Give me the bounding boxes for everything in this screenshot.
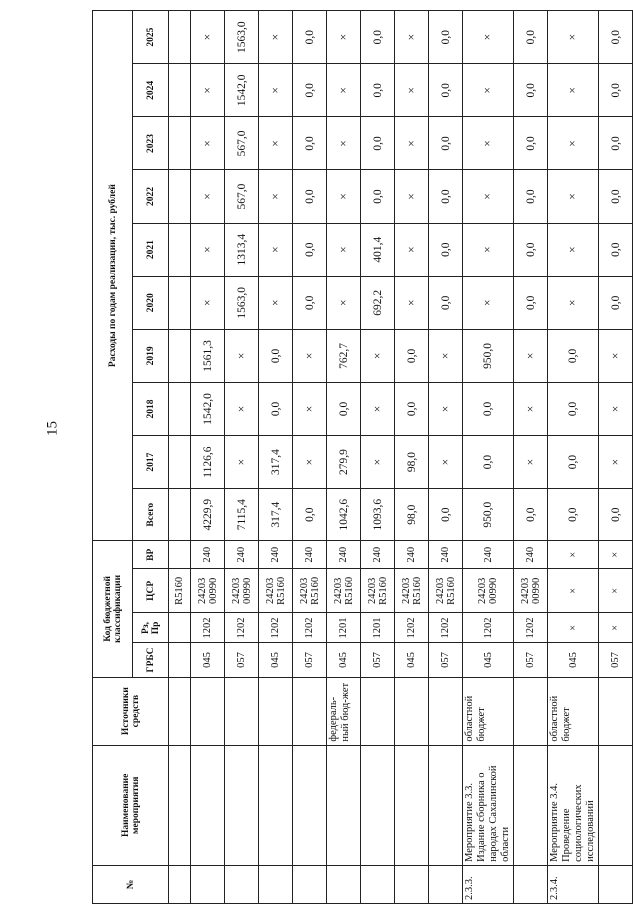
- year-value: [169, 223, 191, 276]
- year-value: ×: [463, 223, 514, 276]
- year-value: 0,0: [293, 11, 327, 64]
- year-value: 0,0: [361, 64, 395, 117]
- year-value: ×: [548, 223, 599, 276]
- year-value: ×: [395, 170, 429, 223]
- funding-source: [259, 677, 293, 745]
- table-row: [599, 11, 633, 904]
- year-value: ×: [259, 170, 293, 223]
- measure-name: [191, 745, 225, 865]
- col-total-header: Всего: [133, 489, 169, 541]
- measure-name: [169, 745, 191, 865]
- year-value: 0,0: [361, 11, 395, 64]
- year-value: 0,0: [395, 329, 429, 382]
- year-value: ×: [429, 436, 463, 489]
- year-value: ×: [327, 223, 361, 276]
- funding-source: [395, 677, 429, 745]
- table-row: [259, 11, 293, 904]
- col-csr-header: ЦСР: [133, 569, 169, 613]
- year-value: ×: [548, 11, 599, 64]
- year-value: ×: [259, 117, 293, 170]
- year-value: 762,7: [327, 329, 361, 382]
- year-value: [169, 64, 191, 117]
- year-value: ×: [548, 170, 599, 223]
- funding-source: [191, 677, 225, 745]
- budget-table-wrapper: [92, 10, 622, 904]
- year-value: 401,4: [361, 223, 395, 276]
- row-number: [327, 865, 361, 903]
- table-row: [191, 11, 225, 904]
- year-value: ×: [361, 436, 395, 489]
- year-value: [169, 117, 191, 170]
- year-value: 0,0: [599, 223, 633, 276]
- year-value: 1542,0: [191, 382, 225, 435]
- grbs-code: 045: [548, 643, 599, 677]
- table-row: [225, 11, 259, 904]
- table-row: [327, 11, 361, 904]
- total-value: 317,4: [259, 489, 293, 541]
- row-number: [191, 865, 225, 903]
- year-value: ×: [429, 329, 463, 382]
- year-value: ×: [191, 276, 225, 329]
- budget-table: [92, 10, 633, 904]
- vr-code: 240: [514, 541, 548, 569]
- grbs-code: 045: [259, 643, 293, 677]
- row-number: [361, 865, 395, 903]
- rzpr-code: 1202: [259, 613, 293, 643]
- total-value: 950,0: [463, 489, 514, 541]
- csr-code: ×: [548, 569, 599, 613]
- funding-source: [361, 677, 395, 745]
- year-value: 567,0: [225, 117, 259, 170]
- year-value: 0,0: [514, 117, 548, 170]
- year-value: ×: [327, 117, 361, 170]
- year-value: ×: [395, 276, 429, 329]
- col-source-header: Источники средств: [93, 677, 169, 745]
- funding-source: [293, 677, 327, 745]
- year-value: ×: [225, 329, 259, 382]
- year-value: ×: [429, 382, 463, 435]
- col-year-header: 2017: [133, 436, 169, 489]
- row-number: [169, 865, 191, 903]
- col-year-header: 2025: [133, 11, 169, 64]
- grbs-code: 045: [395, 643, 429, 677]
- year-value: 0,0: [293, 276, 327, 329]
- year-value: 0,0: [599, 170, 633, 223]
- vr-code: 240: [395, 541, 429, 569]
- vr-code: [169, 541, 191, 569]
- table-row: [293, 11, 327, 904]
- year-value: 0,0: [293, 117, 327, 170]
- year-value: ×: [599, 382, 633, 435]
- row-number: 2.3.4.: [548, 865, 599, 903]
- year-value: ×: [293, 382, 327, 435]
- year-value: [169, 276, 191, 329]
- row-number: [225, 865, 259, 903]
- year-value: [169, 436, 191, 489]
- rzpr-code: 1201: [361, 613, 395, 643]
- rzpr-code: 1202: [395, 613, 429, 643]
- col-budget-code-header: Код бюджетной классификации: [93, 541, 133, 677]
- table-row: [169, 11, 191, 904]
- grbs-code: 045: [463, 643, 514, 677]
- total-value: 0,0: [599, 489, 633, 541]
- table-row: [463, 11, 514, 904]
- col-expenses-header: Расходы по годам реализации, тыс. рублей: [93, 11, 133, 541]
- year-value: ×: [548, 276, 599, 329]
- year-value: 0,0: [429, 223, 463, 276]
- total-value: 1093,6: [361, 489, 395, 541]
- total-value: 98,0: [395, 489, 429, 541]
- row-number: [599, 865, 633, 903]
- csr-code: 24203 R5160: [293, 569, 327, 613]
- row-number: [429, 865, 463, 903]
- rzpr-code: 1202: [191, 613, 225, 643]
- funding-source: областной бюджет: [548, 677, 599, 745]
- col-year-header: 2021: [133, 223, 169, 276]
- year-value: 0,0: [429, 276, 463, 329]
- year-value: ×: [463, 117, 514, 170]
- csr-code: 24203 00990: [463, 569, 514, 613]
- year-value: 0,0: [293, 64, 327, 117]
- vr-code: 240: [225, 541, 259, 569]
- year-value: 0,0: [259, 382, 293, 435]
- rzpr-code: 1202: [225, 613, 259, 643]
- year-value: ×: [514, 382, 548, 435]
- vr-code: 240: [191, 541, 225, 569]
- funding-source: [599, 677, 633, 745]
- rzpr-code: 1202: [463, 613, 514, 643]
- grbs-code: 057: [514, 643, 548, 677]
- measure-name: [259, 745, 293, 865]
- rzpr-code: 1202: [429, 613, 463, 643]
- year-value: 0,0: [463, 436, 514, 489]
- year-value: 0,0: [548, 329, 599, 382]
- row-number: [293, 865, 327, 903]
- year-value: 1542,0: [225, 64, 259, 117]
- year-value: ×: [514, 436, 548, 489]
- year-value: 0,0: [395, 382, 429, 435]
- year-value: ×: [225, 436, 259, 489]
- year-value: 1563,0: [225, 11, 259, 64]
- year-value: ×: [191, 11, 225, 64]
- vr-code: 240: [361, 541, 395, 569]
- year-value: 0,0: [429, 170, 463, 223]
- year-value: ×: [463, 11, 514, 64]
- table-row: [548, 11, 599, 904]
- total-value: 4229,9: [191, 489, 225, 541]
- col-year-header: 2018: [133, 382, 169, 435]
- col-name-header: Наименование мероприятия: [93, 745, 169, 865]
- year-value: [169, 382, 191, 435]
- year-value: 0,0: [429, 64, 463, 117]
- year-value: [169, 329, 191, 382]
- table-body: [169, 11, 633, 904]
- csr-code: 24203 00990: [225, 569, 259, 613]
- total-value: 0,0: [548, 489, 599, 541]
- year-value: 1126,6: [191, 436, 225, 489]
- measure-name: Мероприятие 3.4. Проведение социологических исследований: [548, 745, 599, 865]
- funding-source: [225, 677, 259, 745]
- year-value: 0,0: [548, 436, 599, 489]
- year-value: ×: [293, 329, 327, 382]
- measure-name: [599, 745, 633, 865]
- year-value: ×: [191, 223, 225, 276]
- year-value: [169, 11, 191, 64]
- year-value: ×: [327, 11, 361, 64]
- year-value: 0,0: [293, 170, 327, 223]
- measure-name: [293, 745, 327, 865]
- year-value: ×: [259, 276, 293, 329]
- table-row: [429, 11, 463, 904]
- table-row: [514, 11, 548, 904]
- vr-code: ×: [548, 541, 599, 569]
- row-number: [259, 865, 293, 903]
- grbs-code: 057: [361, 643, 395, 677]
- year-value: 0,0: [514, 11, 548, 64]
- year-value: 0,0: [259, 329, 293, 382]
- year-value: ×: [327, 276, 361, 329]
- csr-code: R5160: [169, 569, 191, 613]
- grbs-code: 057: [599, 643, 633, 677]
- vr-code: ×: [599, 541, 633, 569]
- measure-name: [514, 745, 548, 865]
- year-value: 692,2: [361, 276, 395, 329]
- funding-source: [169, 677, 191, 745]
- year-value: ×: [259, 223, 293, 276]
- year-value: ×: [599, 436, 633, 489]
- year-value: 0,0: [361, 170, 395, 223]
- total-value: 1042,6: [327, 489, 361, 541]
- year-value: 567,0: [225, 170, 259, 223]
- grbs-code: 045: [191, 643, 225, 677]
- page-number: 15: [44, 421, 61, 436]
- rzpr-code: ×: [599, 613, 633, 643]
- col-vr-header: ВР: [133, 541, 169, 569]
- col-rzpr-header: Рз, Пр: [133, 613, 169, 643]
- year-value: 0,0: [514, 276, 548, 329]
- rzpr-code: 1201: [327, 613, 361, 643]
- year-value: ×: [599, 329, 633, 382]
- vr-code: 240: [429, 541, 463, 569]
- row-number: 2.3.3.: [463, 865, 514, 903]
- year-value: 0,0: [327, 382, 361, 435]
- total-value: 0,0: [429, 489, 463, 541]
- year-value: 950,0: [463, 329, 514, 382]
- year-value: ×: [548, 64, 599, 117]
- col-year-header: 2022: [133, 170, 169, 223]
- year-value: ×: [463, 64, 514, 117]
- year-value: ×: [293, 436, 327, 489]
- year-value: ×: [361, 329, 395, 382]
- year-value: 0,0: [514, 223, 548, 276]
- year-value: ×: [395, 11, 429, 64]
- year-value: 0,0: [293, 223, 327, 276]
- year-value: ×: [225, 382, 259, 435]
- table-row: [361, 11, 395, 904]
- measure-name: [429, 745, 463, 865]
- year-value: ×: [395, 223, 429, 276]
- col-year-header: 2023: [133, 117, 169, 170]
- year-value: 0,0: [599, 11, 633, 64]
- csr-code: 24203 R5160: [327, 569, 361, 613]
- vr-code: 240: [259, 541, 293, 569]
- rzpr-code: ×: [548, 613, 599, 643]
- year-value: 317,4: [259, 436, 293, 489]
- grbs-code: 057: [225, 643, 259, 677]
- year-value: 1563,0: [225, 276, 259, 329]
- measure-name: [361, 745, 395, 865]
- total-value: 7115,4: [225, 489, 259, 541]
- year-value: 98,0: [395, 436, 429, 489]
- csr-code: 24203 R5160: [259, 569, 293, 613]
- year-value: 0,0: [429, 117, 463, 170]
- measure-name: [395, 745, 429, 865]
- measure-name: [327, 745, 361, 865]
- csr-code: 24203 R5160: [429, 569, 463, 613]
- funding-source: областной бюджет: [463, 677, 514, 745]
- csr-code: 24203 R5160: [361, 569, 395, 613]
- rzpr-code: 1202: [514, 613, 548, 643]
- csr-code: ×: [599, 569, 633, 613]
- grbs-code: [169, 643, 191, 677]
- col-year-header: 2024: [133, 64, 169, 117]
- rzpr-code: [169, 613, 191, 643]
- funding-source: федераль-ный бюд-жет: [327, 677, 361, 745]
- year-value: ×: [395, 64, 429, 117]
- year-value: 0,0: [599, 117, 633, 170]
- year-value: ×: [463, 276, 514, 329]
- year-value: ×: [514, 329, 548, 382]
- year-value: ×: [548, 117, 599, 170]
- grbs-code: 057: [293, 643, 327, 677]
- total-value: [169, 489, 191, 541]
- year-value: ×: [191, 64, 225, 117]
- total-value: 0,0: [293, 489, 327, 541]
- year-value: 0,0: [599, 64, 633, 117]
- year-value: ×: [361, 382, 395, 435]
- vr-code: 240: [293, 541, 327, 569]
- col-no-header: №: [93, 865, 169, 903]
- year-value: ×: [327, 170, 361, 223]
- year-value: ×: [191, 117, 225, 170]
- year-value: 0,0: [361, 117, 395, 170]
- csr-code: 24203 00990: [514, 569, 548, 613]
- row-number: [514, 865, 548, 903]
- grbs-code: 057: [429, 643, 463, 677]
- funding-source: [514, 677, 548, 745]
- col-year-header: 2020: [133, 276, 169, 329]
- year-value: ×: [395, 117, 429, 170]
- year-value: ×: [463, 170, 514, 223]
- vr-code: 240: [463, 541, 514, 569]
- year-value: 0,0: [599, 276, 633, 329]
- year-value: 279,9: [327, 436, 361, 489]
- year-value: [169, 170, 191, 223]
- funding-source: [429, 677, 463, 745]
- year-value: ×: [259, 11, 293, 64]
- col-grbs-header: ГРБС: [133, 643, 169, 677]
- year-value: ×: [191, 170, 225, 223]
- csr-code: 24203 R5160: [395, 569, 429, 613]
- year-value: 0,0: [514, 64, 548, 117]
- rzpr-code: 1202: [293, 613, 327, 643]
- vr-code: 240: [327, 541, 361, 569]
- measure-name: Мероприятие 3.3. Издание сборника о народах Сахалинской области: [463, 745, 514, 865]
- total-value: 0,0: [514, 489, 548, 541]
- table-row: [395, 11, 429, 904]
- csr-code: 24203 00990: [191, 569, 225, 613]
- measure-name: [225, 745, 259, 865]
- year-value: 0,0: [429, 11, 463, 64]
- row-number: [395, 865, 429, 903]
- year-value: 0,0: [514, 170, 548, 223]
- year-value: 1561,3: [191, 329, 225, 382]
- year-value: 1313,4: [225, 223, 259, 276]
- col-year-header: 2019: [133, 329, 169, 382]
- grbs-code: 045: [327, 643, 361, 677]
- year-value: ×: [259, 64, 293, 117]
- year-value: 0,0: [548, 382, 599, 435]
- year-value: ×: [327, 64, 361, 117]
- year-value: 0,0: [463, 382, 514, 435]
